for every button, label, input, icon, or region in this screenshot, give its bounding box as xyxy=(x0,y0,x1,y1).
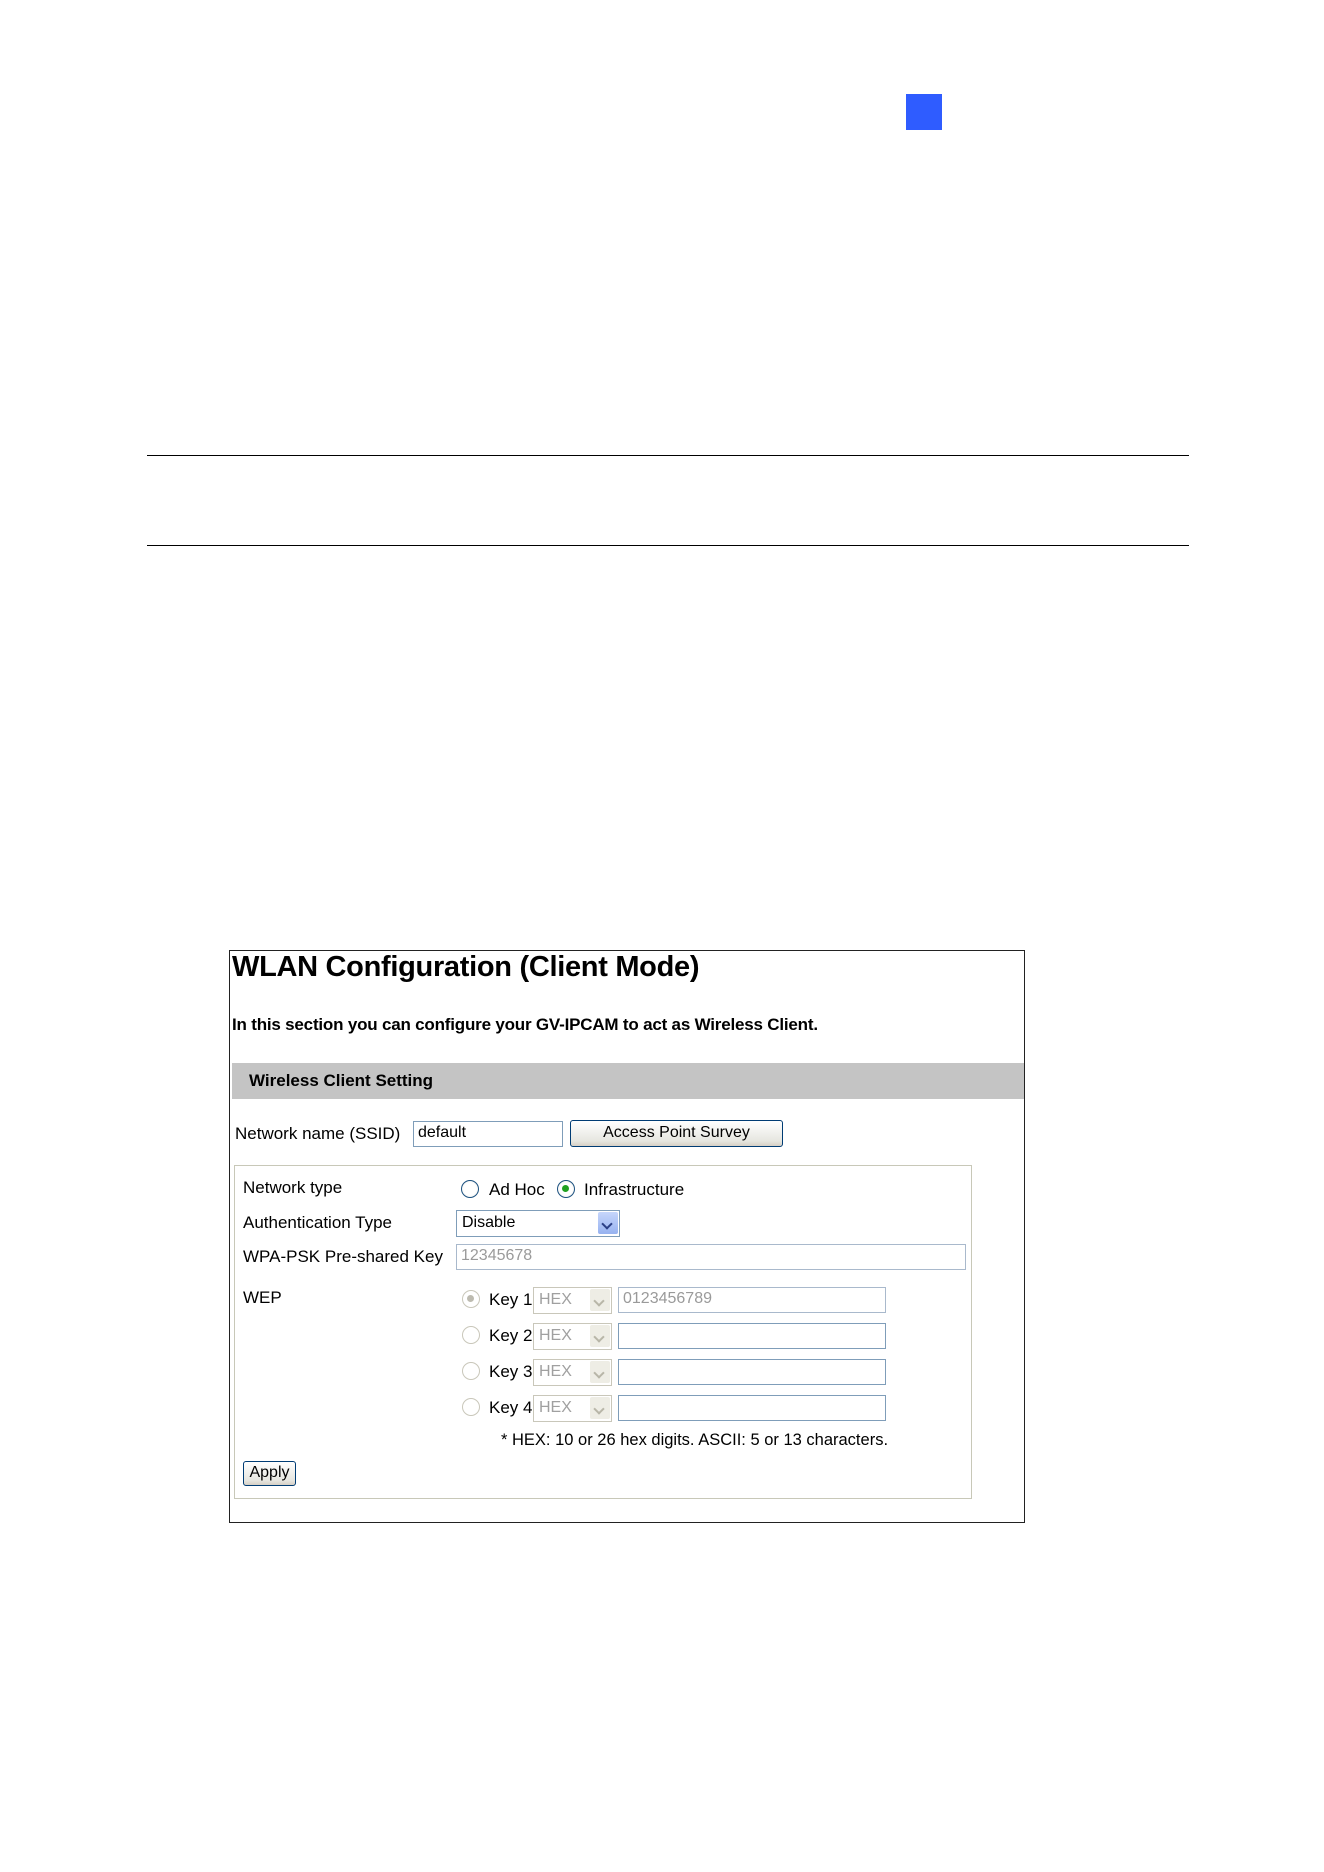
wep-key2-format-select[interactable] xyxy=(533,1323,612,1350)
chevron-down-icon xyxy=(590,1397,610,1419)
wep-key1-format-select[interactable] xyxy=(533,1287,612,1314)
wep-key4-label: Key 4 xyxy=(489,1398,533,1417)
chapter-marker xyxy=(906,94,942,130)
wep-key3-format: HEX xyxy=(539,1363,572,1380)
auth-type-label: Authentication Type xyxy=(243,1213,393,1232)
network-type-label: Network type xyxy=(243,1178,343,1197)
adhoc-label: Ad Hoc xyxy=(489,1180,545,1199)
wlan-config-screenshot xyxy=(229,950,1025,1523)
section-title: Wireless Client Setting xyxy=(249,1071,434,1090)
auth-type-value: Disable xyxy=(462,1214,516,1231)
divider-top xyxy=(147,455,1189,456)
wep-key1-radio[interactable] xyxy=(462,1290,480,1308)
ssid-input[interactable]: default xyxy=(413,1121,563,1147)
infrastructure-label: Infrastructure xyxy=(584,1180,685,1199)
wpa-psk-input[interactable]: 12345678 xyxy=(456,1244,966,1270)
adhoc-radio[interactable] xyxy=(461,1180,479,1198)
wep-key2-label: Key 2 xyxy=(489,1326,533,1345)
wep-format-note: * HEX: 10 or 26 hex digits. ASCII: 5 or 13 characters. xyxy=(501,1431,889,1449)
wep-label: WEP xyxy=(243,1288,282,1307)
wep-key2-input[interactable] xyxy=(618,1323,886,1349)
wep-key1-input[interactable]: 0123456789 xyxy=(618,1287,886,1313)
wep-key3-format-select[interactable] xyxy=(533,1359,612,1386)
wep-key3-input[interactable] xyxy=(618,1359,886,1385)
auth-type-select[interactable] xyxy=(456,1210,620,1237)
wep-key2-format: HEX xyxy=(539,1327,572,1344)
access-point-survey-button[interactable]: Access Point Survey xyxy=(570,1120,783,1147)
wep-key3-label: Key 3 xyxy=(489,1362,533,1381)
wireless-settings-panel xyxy=(234,1165,972,1499)
wep-key4-input[interactable] xyxy=(618,1395,886,1421)
wep-key4-radio[interactable] xyxy=(462,1398,480,1416)
divider-bottom xyxy=(147,545,1189,546)
wep-key3-radio[interactable] xyxy=(462,1362,480,1380)
wep-key4-format-select[interactable] xyxy=(533,1395,612,1422)
wep-key1-label: Key 1 xyxy=(489,1290,533,1309)
ssid-label: Network name (SSID) xyxy=(235,1124,401,1143)
page-title: WLAN Configuration (Client Mode) xyxy=(232,951,700,983)
chevron-down-icon xyxy=(598,1212,618,1234)
page-subtitle: In this section you can configure your GV-IPCAM to act as Wireless Client. xyxy=(232,1015,818,1034)
wpa-psk-label: WPA-PSK Pre-shared Key xyxy=(243,1247,443,1266)
chevron-down-icon xyxy=(590,1325,610,1347)
infrastructure-radio[interactable] xyxy=(557,1180,575,1198)
chevron-down-icon xyxy=(590,1361,610,1383)
chevron-down-icon xyxy=(590,1289,610,1311)
wep-key2-radio[interactable] xyxy=(462,1326,480,1344)
section-header xyxy=(232,1063,1024,1099)
apply-button[interactable]: Apply xyxy=(243,1461,296,1486)
wep-key4-format: HEX xyxy=(539,1399,572,1416)
wep-key1-format: HEX xyxy=(539,1291,572,1308)
